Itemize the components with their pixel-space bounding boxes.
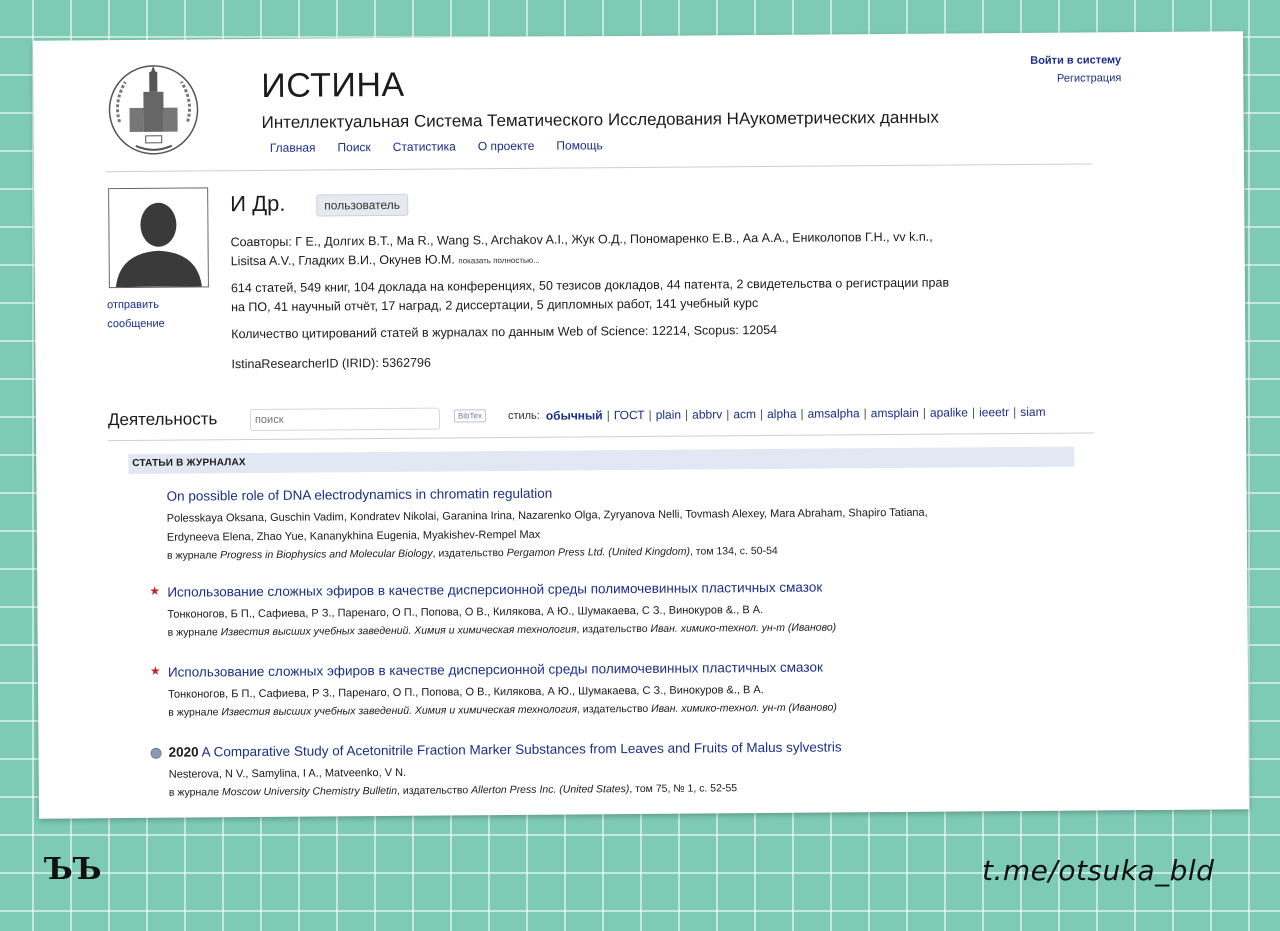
style-option-acm[interactable]: acm <box>733 407 757 422</box>
star-icon: ★ <box>149 663 161 678</box>
section-title: СТАТЬИ В ЖУРНАЛАХ <box>132 457 246 469</box>
site-title: ИСТИНА <box>261 65 405 105</box>
publisher-name: Иван. химико-технол. ун-т (Иваново) <box>650 621 837 635</box>
source-prefix: в журнале <box>166 549 218 562</box>
style-option-default[interactable]: обычный <box>545 408 603 423</box>
nav-item-search[interactable]: Поиск <box>337 140 371 155</box>
style-option-amsalpha[interactable]: amsalpha <box>807 406 860 421</box>
avatar <box>108 187 209 288</box>
journal-name: Progress in Biophysics and Molecular Biology <box>220 547 433 562</box>
style-option-apalike[interactable]: apalike <box>929 405 968 420</box>
authors-line: Erdyneeva Elena, Zhao Yue, Kananykhina Eugenia, Myakishev-Rempel Max <box>166 528 541 544</box>
brand-mark-left: ЪЪ <box>44 852 102 887</box>
publisher-prefix: , издательство <box>577 702 649 716</box>
article-title-link[interactable]: On possible role of DNA electrodynamics in chromatin regulation <box>166 485 553 504</box>
citations-count: Количество цитирований статей в журналах по данным Web of Science: 12214, Scopus: 12054 <box>231 322 778 342</box>
article-details: , том 134, с. 50-54 <box>689 544 778 558</box>
msu-logo-icon[interactable] <box>105 61 202 158</box>
style-option-alpha[interactable]: alpha <box>767 406 797 422</box>
source-prefix: в журнале <box>168 706 219 719</box>
article-authors: Nesterova, N V., Samylina, I A., Matveenko, V N. <box>168 766 407 781</box>
login-link[interactable]: Войти в систему <box>1030 54 1122 67</box>
header-divider <box>106 163 1092 172</box>
bullet-icon <box>151 748 162 759</box>
stats-line-1: 614 статей, 549 книг, 104 доклада на конференциях, 50 тезисов докладов, 44 патента, 2 свидетельства о регистрации прав <box>230 275 950 296</box>
brand-handle-right: t.me/otsuka_bld <box>982 854 1215 887</box>
main-nav <box>270 138 603 155</box>
researcher-id: IstinaResearcherID (IRID): 5362796 <box>231 355 431 372</box>
article-details: , том 75, № 1, с. 52-55 <box>629 782 738 796</box>
publisher-name: Pergamon Press Ltd. (United Kingdom) <box>506 545 690 560</box>
coauthors-line-1: Соавторы: Г Е., Долгих В.Т., Ма R., Wang S., Archakov A.I., Жук О.Д., Пономаренко Е.В., Аа А.А., Ениколопов Г.Н., vv k.n., <box>230 229 933 250</box>
article-authors: Тонконогов, Б П., Сафиева, Р З., Паренаго, О П., Попова, О В., Килякова, А Ю., Шумакаева, С З., Винокуров &., В А. <box>167 604 764 621</box>
screenshot-sheet <box>33 31 1249 818</box>
register-link[interactable]: Регистрация <box>1056 72 1122 85</box>
source-prefix: в журнале <box>168 786 220 799</box>
article-item <box>146 481 1057 565</box>
authors-line: Polesskaya Oksana, Guschin Vadim, Kondratev Nikolai, Garanina Irina, Nazarenko Olga, Zyryanova Nelli, Tovmash Alexey, Mara Abraham, Shapiro Tatiana, <box>166 506 928 525</box>
style-option-gost[interactable]: ГОСТ <box>613 407 645 423</box>
nav-item-statistics[interactable]: Статистика <box>392 139 456 154</box>
nav-item-help[interactable]: Помощь <box>556 138 603 153</box>
send-message-link[interactable]: отправить сообщение <box>106 298 165 331</box>
publisher-prefix: , издательство <box>397 784 469 797</box>
person-name: И Др. <box>230 190 286 217</box>
source-prefix: в журнале <box>167 626 218 639</box>
journal-name: Известия высших учебных заведений. Химия и химическая технология <box>220 623 577 639</box>
publisher-name: Иван. химико-технол. ун-т (Иваново) <box>651 701 837 715</box>
article-title-link[interactable]: Использование сложных эфиров в качестве дисперсионной среды полимочевинных пластичных смазок <box>167 579 823 600</box>
style-option-amsplain[interactable]: amsplain <box>870 405 919 421</box>
style-option-siam[interactable]: siam <box>1020 404 1046 420</box>
publisher-prefix: , издательство <box>432 547 504 560</box>
activity-heading: Деятельность <box>107 409 218 430</box>
coauthors-line-2-text: Lisitsa A.V., Гладких В.И., Окунев Ю.М. <box>230 252 455 269</box>
journal-name: Moscow University Chemistry Bulletin <box>221 784 398 799</box>
activity-divider <box>108 432 1094 441</box>
role-badge: пользователь <box>316 194 408 217</box>
style-label: стиль: <box>507 409 540 423</box>
activity-search-input[interactable] <box>250 408 440 431</box>
article-item <box>147 577 1057 642</box>
site-subtitle: Интеллектуальная Система Тематического Исследования НАукометрических данных <box>261 107 939 132</box>
star-icon: ★ <box>149 583 161 598</box>
article-authors: Тонконогов, Б П., Сафиева, Р З., Паренаго, О П., Попова, О В., Килякова, А Ю., Шумакаева, С З., Винокуров &., В А. <box>168 684 764 701</box>
user-silhouette-icon <box>109 188 208 287</box>
stats-line-2: на ПО, 41 научный отчёт, 17 наград, 2 диссертации, 5 дипломных работ, 141 учебный курс <box>231 296 759 315</box>
style-option-plain[interactable]: plain <box>655 407 682 422</box>
journal-name: Известия высших учебных заведений. Химия и химическая технология <box>221 703 578 719</box>
section-header-bar <box>128 447 1074 474</box>
bibtex-button[interactable]: BibTex <box>454 409 486 422</box>
nav-item-about[interactable]: О проекте <box>477 138 535 154</box>
style-option-abbrv[interactable]: abbrv <box>692 407 723 422</box>
article-item <box>148 737 1058 802</box>
coauthors <box>230 226 1100 272</box>
nav-item-home[interactable]: Главная <box>269 140 316 155</box>
publisher-prefix: , издательство <box>576 622 648 636</box>
publisher-name: Allerton Press Inc. (United States) <box>471 783 630 797</box>
citation-style-selector: стиль: обычный | ГОСТ | plain | abbrv | acm | alpha | amsalpha | amsplain | apalike | ieeetr | siam <box>507 404 1046 423</box>
article-title-row <box>168 739 841 759</box>
article-item <box>148 657 1058 722</box>
article-title-link[interactable]: Использование сложных эфиров в качестве дисперсионной среды полимочевинных пластичных смазок <box>167 659 823 680</box>
article-title-link[interactable]: A Comparative Study of Acetonitrile Fraction Marker Substances from Leaves and Fruits of Malus sylvestris <box>201 739 842 760</box>
show-more-link[interactable]: показать полностью... <box>458 255 540 266</box>
style-option-ieeetr[interactable]: ieeetr <box>979 405 1010 420</box>
article-year: 2020 <box>168 744 199 760</box>
publication-stats <box>231 272 1111 317</box>
